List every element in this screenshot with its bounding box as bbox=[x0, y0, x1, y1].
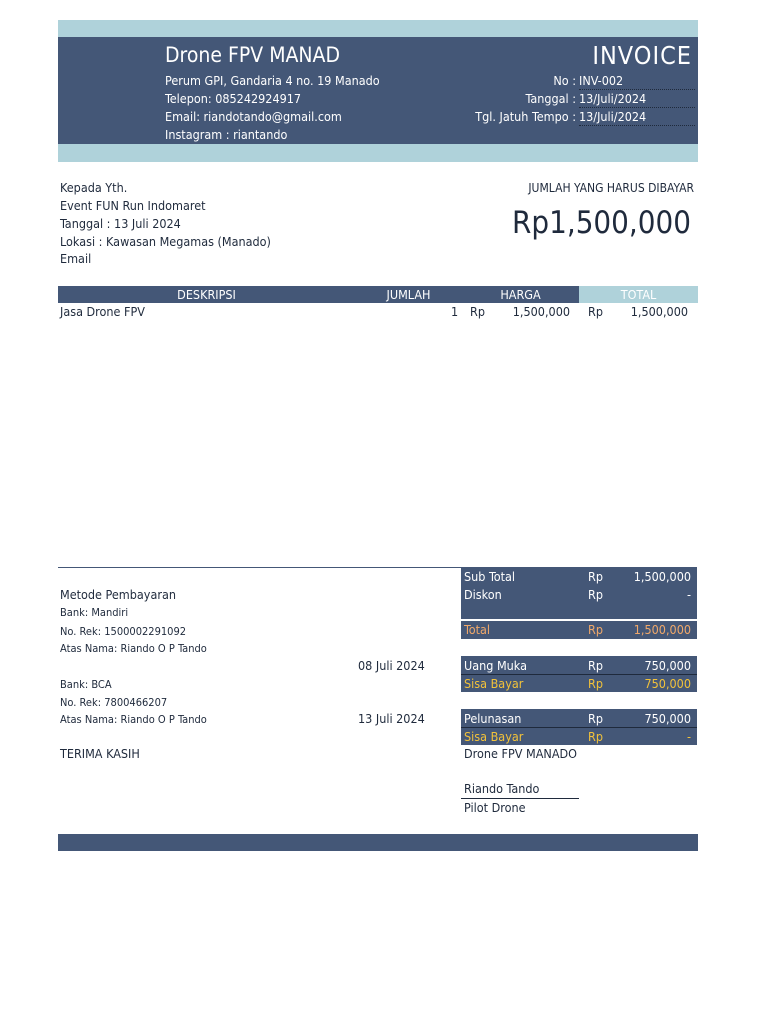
summary-remaining-2-currency: Rp bbox=[588, 729, 603, 744]
payment-date-1: 08 Juli 2024 bbox=[358, 658, 425, 673]
summary-subtotal-label: Sub Total bbox=[464, 569, 516, 584]
signature-company: Drone FPV MANADO bbox=[464, 746, 578, 761]
table-row bbox=[58, 304, 698, 322]
recipient-line-5: Email bbox=[60, 251, 92, 266]
header-qty: JUMLAH bbox=[386, 287, 431, 302]
header-top-band bbox=[58, 20, 698, 37]
summary-remaining-2-value: - bbox=[686, 729, 691, 744]
summary-dp-row bbox=[461, 657, 697, 675]
header-bottom-band bbox=[58, 144, 698, 162]
invoice-date-value: 13/Juli/2024 bbox=[579, 91, 695, 108]
thank-you-text: TERIMA KASIH bbox=[60, 746, 140, 761]
summary-dp-currency: Rp bbox=[588, 658, 603, 673]
summary-settlement-currency: Rp bbox=[588, 711, 603, 726]
summary-discount-value: - bbox=[686, 587, 691, 602]
header-total: TOTAL bbox=[620, 287, 657, 302]
summary-remaining-2-label: Sisa Bayar bbox=[464, 729, 524, 744]
summary-remaining-1-label: Sisa Bayar bbox=[464, 676, 524, 691]
invoice-date-label: Tanggal : bbox=[525, 91, 576, 106]
row-qty: 1 bbox=[451, 304, 459, 319]
summary-settlement-label: Pelunasan bbox=[464, 711, 522, 726]
invoice-title: INVOICE bbox=[592, 41, 692, 70]
company-address: Perum GPI, Gandaria 4 no. 19 Manado bbox=[165, 73, 380, 88]
summary-subtotal-row bbox=[461, 568, 697, 586]
payment-date-2: 13 Juli 2024 bbox=[358, 711, 425, 726]
company-instagram: Instagram : riantando bbox=[165, 127, 288, 142]
recipient-line-4: Lokasi : Kawasan Megamas (Manado) bbox=[60, 234, 271, 249]
recipient-line-3: Tanggal : 13 Juli 2024 bbox=[60, 216, 181, 231]
payment-name-2: Atas Nama: Riando O P Tando bbox=[60, 713, 207, 726]
row-price-currency: Rp bbox=[470, 304, 485, 319]
header-description: DESKRIPSI bbox=[177, 287, 236, 302]
summary-subtotal-currency: Rp bbox=[588, 569, 603, 584]
invoice-due-value: 13/Juli/2024 bbox=[579, 109, 695, 126]
amount-due-value: Rp1,500,000 bbox=[512, 205, 691, 241]
invoice-due-label: Tgl. Jatuh Tempo : bbox=[475, 109, 576, 124]
summary-discount-label: Diskon bbox=[464, 587, 502, 602]
signer-name: Riando Tando bbox=[464, 781, 540, 796]
summary-total-value: 1,500,000 bbox=[633, 622, 691, 637]
payment-bank-1: Bank: Mandiri bbox=[60, 606, 129, 619]
summary-total-row bbox=[461, 621, 697, 639]
summary-settlement-value: 750,000 bbox=[644, 711, 691, 726]
signer-role: Pilot Drone bbox=[464, 800, 526, 815]
recipient-line-2: Event FUN Run Indomaret bbox=[60, 198, 206, 213]
row-price: 1,500,000 bbox=[512, 304, 570, 319]
payment-title: Metode Pembayaran bbox=[60, 587, 176, 602]
company-email: Email: riandotando@gmail.com bbox=[165, 109, 342, 124]
summary-settlement-row bbox=[461, 710, 697, 728]
signature-line bbox=[461, 798, 579, 799]
summary-dp-value: 750,000 bbox=[644, 658, 691, 673]
invoice-no-label: No : bbox=[553, 73, 576, 88]
company-name: Drone FPV MANAD bbox=[165, 43, 341, 67]
summary-subtotal-value: 1,500,000 bbox=[633, 569, 691, 584]
payment-name-1: Atas Nama: Riando O P Tando bbox=[60, 642, 207, 655]
company-phone: Telepon: 085242924917 bbox=[165, 91, 302, 106]
footer-band bbox=[58, 834, 698, 851]
payment-account-2: No. Rek: 7800466207 bbox=[60, 696, 168, 709]
row-total: 1,500,000 bbox=[630, 304, 688, 319]
summary-remaining-2-row bbox=[461, 728, 697, 746]
invoice-no-value: INV-002 bbox=[579, 73, 624, 88]
section-divider bbox=[58, 567, 461, 568]
row-total-currency: Rp bbox=[588, 304, 603, 319]
payment-bank-2: Bank: BCA bbox=[60, 678, 112, 691]
summary-total-currency: Rp bbox=[588, 622, 603, 637]
header-price: HARGA bbox=[500, 287, 541, 302]
summary-remaining-1-row bbox=[461, 675, 697, 693]
summary-discount-currency: Rp bbox=[588, 587, 603, 602]
summary-dp-label: Uang Muka bbox=[464, 658, 527, 673]
summary-total-label: Total bbox=[464, 622, 491, 637]
invoice-no-underline bbox=[579, 89, 695, 90]
summary-remaining-1-value: 750,000 bbox=[644, 676, 691, 691]
summary-discount-row bbox=[461, 586, 697, 604]
row-description: Jasa Drone FPV bbox=[60, 304, 145, 319]
summary-remaining-1-currency: Rp bbox=[588, 676, 603, 691]
payment-account-1: No. Rek: 1500002291092 bbox=[60, 625, 187, 638]
amount-due-label: JUMLAH YANG HARUS DIBAYAR bbox=[528, 181, 694, 195]
recipient-line-1: Kepada Yth. bbox=[60, 180, 128, 195]
